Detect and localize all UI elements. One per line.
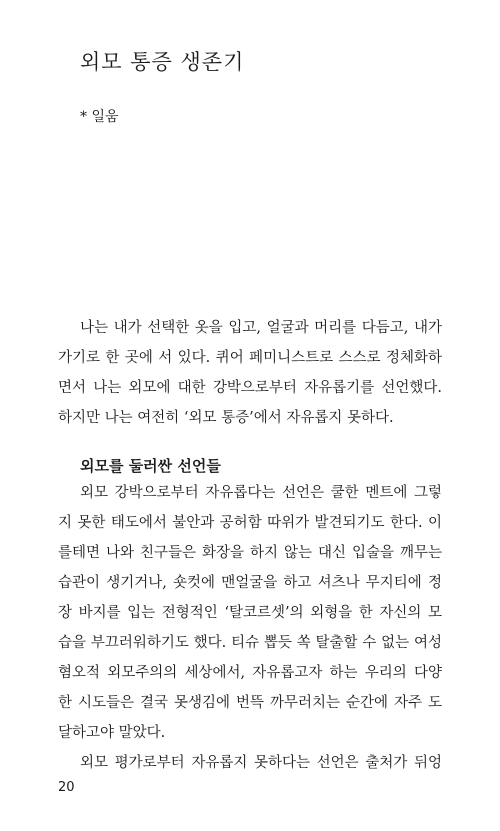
paragraph-line: 장 바지를 입는 전형적인 ‘탈코르셋’의 외형을 한 자신의 모 xyxy=(58,605,442,621)
paragraph-line: 지 못한 태도에서 불안과 공허함 따위가 발견되기도 한다. 이 xyxy=(58,515,442,531)
paragraph-line: 한 시도들은 결국 못생김에 번뜩 까무러치는 순간에 자주 도 xyxy=(58,695,442,711)
paragraph-line: 면서 나는 외모에 대한 강박으로부터 자유롭기를 선언했다. xyxy=(58,380,442,396)
paragraph-line: 나는 내가 선택한 옷을 입고, 얼굴과 머리를 다듬고, 내가 xyxy=(80,320,442,336)
paragraph-line: 하지만 나는 여전히 ‘외모 통증’에서 자유롭지 못하다. xyxy=(58,410,394,426)
paragraph-line: 를테면 나와 친구들은 화장을 하지 않는 대신 입술을 깨무는 xyxy=(58,545,442,561)
section-heading: 외모를 둘러싼 선언들 xyxy=(80,457,221,475)
paragraph-line: 습관이 생기거나, 숏컷에 맨얼굴을 하고 셔츠나 무지티에 정 xyxy=(58,575,442,591)
section-body xyxy=(58,478,442,778)
page-number: 20 xyxy=(58,780,75,795)
chapter-title: 외모 통증 생존기 xyxy=(80,50,245,74)
author-byline: * 일움 xyxy=(80,109,119,125)
paragraph-line: 달하고야 말았다. xyxy=(58,725,166,741)
paragraph-line: 외모 강박으로부터 자유롭다는 선언은 쿨한 멘트에 그렇 xyxy=(80,485,442,501)
paragraph-line: 외모 평가로부터 자유롭지 못하다는 선언은 출처가 뒤엉 xyxy=(80,755,442,771)
paragraph-line: 혐오적 외모주의의 세상에서, 자유롭고자 하는 우리의 다양 xyxy=(58,665,442,681)
paragraph-line: 습을 부끄러워하기도 했다. 티슈 뽑듯 쏙 탈출할 수 없는 여성 xyxy=(58,635,442,651)
paragraph-line: 가기로 한 곳에 서 있다. 퀴어 페미니스트로 스스로 정체화하 xyxy=(58,350,442,366)
intro-paragraph xyxy=(58,313,442,433)
